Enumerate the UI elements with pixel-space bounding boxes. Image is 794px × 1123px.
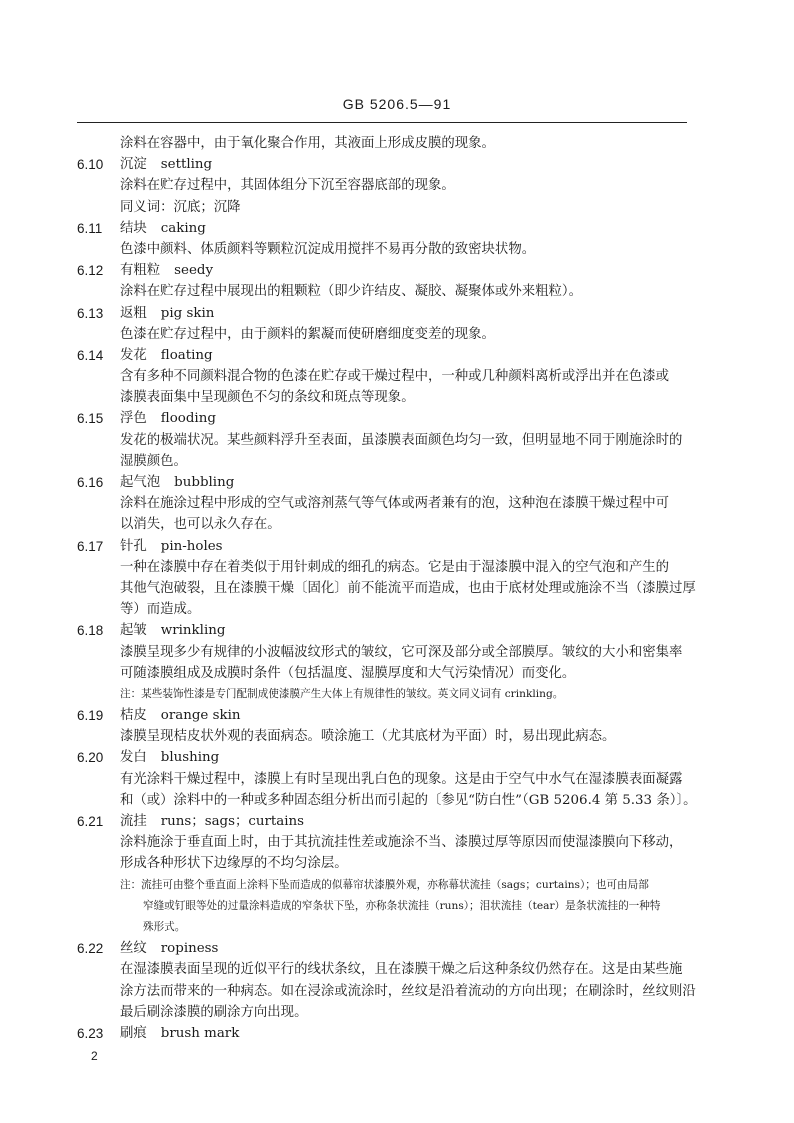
term-english: runs；sags；curtains [160, 814, 305, 829]
definition-text: 涂方法而带来的一种病态。如在浸涂或流涂时，丝纹是沿着流动的方向出现；在刷涂时，丝纹则沿 [120, 983, 696, 999]
term-heading [0, 938, 794, 959]
term [120, 1023, 239, 1044]
term [120, 472, 234, 493]
term-english: brush mark [160, 1025, 240, 1041]
term-heading [0, 620, 794, 641]
term-heading [0, 705, 794, 726]
term-heading [0, 303, 794, 324]
definition-line [0, 430, 794, 451]
term-heading [0, 747, 794, 768]
clause-number: 6.13 [77, 305, 104, 321]
term-chinese: 沉淀 [120, 157, 147, 173]
clause-number: 6.23 [77, 1025, 104, 1041]
note-line [0, 896, 794, 917]
clause-number: 6.17 [77, 538, 104, 554]
definition-line [0, 514, 794, 535]
definition-text: 色漆中颜料、体质颜料等颗粒沉淀成用搅拌不易再分散的致密块状物。 [120, 241, 536, 257]
term-chinese: 返粗 [120, 305, 147, 321]
definition-text: 涂料在贮存过程中，其固体组分下沉至容器底部的现象。 [120, 178, 455, 194]
definition-line [0, 726, 794, 747]
term [120, 620, 225, 641]
term-english: pin-holes [160, 538, 223, 554]
term-english: pig skin [160, 305, 215, 321]
definition-line [0, 578, 794, 599]
term-heading [0, 472, 794, 493]
term [120, 536, 223, 557]
note-text: 殊形式。 [143, 920, 186, 933]
definition-text: 其他气泡破裂，且在漆膜干燥〔固化〕前不能流平而造成，也由于底材处理或施涂不当（漆膜过厚 [120, 580, 696, 596]
term-heading [0, 218, 794, 239]
definition-line [0, 281, 794, 302]
term-english: caking [160, 220, 206, 236]
term-english: settling [160, 157, 213, 173]
term-heading [0, 536, 794, 557]
term [120, 747, 219, 768]
intro-text: 涂料在容器中，由于氧化聚合作用，其液面上形成皮膜的现象。 [120, 136, 495, 151]
term [120, 260, 213, 281]
term-english: orange skin [160, 708, 241, 724]
definition-line [0, 663, 794, 684]
clause-number: 6.19 [77, 708, 104, 724]
definition-text: 漆膜呈现桔皮状外观的表面病态。喷涂施工（尤其底材为平面）时，易出现此病态。 [120, 729, 616, 745]
definition-line [0, 557, 794, 578]
definition-line [0, 790, 794, 811]
term [120, 811, 304, 832]
clause-number: 6.18 [77, 623, 104, 639]
note-line [0, 875, 794, 896]
definition-line [0, 197, 794, 218]
definition-line [0, 239, 794, 260]
definition-text: 同义词：沉底；沉降 [120, 199, 241, 215]
note-text: 窄缝或钉眼等处的过量涂料造成的窄条状下坠，亦称条状流挂（runs）；泪状流挂（tear）是条状流挂的一种特 [143, 899, 661, 912]
definition-text: 以消失，也可以永久存在。 [120, 517, 281, 533]
term-heading [0, 408, 794, 429]
definition-text: 等）而造成。 [120, 602, 201, 618]
definition-text: 发花的极端状况。某些颜料浮升至表面，虽漆膜表面颜色均匀一致，但明显地不同于刚施涂时的 [120, 432, 683, 448]
note-text: 注：流挂可由整个垂直面上涂料下坠而造成的似幕帘状漆膜外观，亦称幕状流挂（sags；curtains）；也可由局部 [120, 878, 649, 891]
page-header: GB 5206.5—91 [342, 96, 452, 112]
note-line [0, 917, 794, 938]
definition-line [0, 175, 794, 196]
definition-line [0, 366, 794, 387]
definition-line [0, 832, 794, 853]
clause-number: 6.20 [77, 750, 104, 766]
term-english: floating [160, 347, 213, 363]
term-chinese: 起气泡 [120, 475, 161, 490]
term-english: blushing [160, 750, 220, 766]
term-chinese: 丝纹 [120, 941, 147, 957]
definition-text: 在湿漆膜表面呈现的近似平行的线状条纹，且在漆膜干燥之后这种条纹仍然存在。这是由某些施 [120, 962, 683, 978]
term-heading [0, 260, 794, 281]
term-heading [0, 1023, 794, 1044]
term-heading [0, 154, 794, 175]
definition-line [0, 853, 794, 874]
definition-text: 漆膜表面集中呈现颜色不匀的条纹和斑点等现象。 [120, 390, 415, 406]
clause-number: 6.16 [77, 475, 104, 490]
clause-number: 6.22 [77, 941, 104, 957]
clause-number: 6.12 [77, 263, 104, 279]
definition-text: 和（或）涂料中的一种或多种固态组分析出而引起的〔参见“防白性”（GB 5206.4 第 5.33 条）〕。 [120, 792, 697, 808]
term-english: bubbling [174, 475, 235, 490]
term-chinese: 起皱 [120, 623, 147, 639]
term [120, 345, 213, 366]
definition-line [0, 599, 794, 620]
term-chinese: 浮色 [120, 411, 147, 427]
definition-text: 含有多种不同颜料混合物的色漆在贮存或干燥过程中，一种或几种颜料离析或浮出并在色漆或 [120, 369, 670, 385]
clause-number: 6.11 [77, 220, 103, 236]
term-chinese: 刷痕 [120, 1025, 147, 1041]
term-chinese: 针孔 [120, 538, 147, 554]
term [120, 705, 241, 726]
definition-text: 色漆在贮存过程中，由于颜料的絮凝而使研磨细度变差的现象。 [120, 326, 495, 342]
clause-number: 6.14 [77, 347, 104, 363]
definition-line [0, 1002, 794, 1023]
definition-line [0, 642, 794, 663]
definition-line [0, 493, 794, 514]
definition-line [0, 324, 794, 345]
definition-line [0, 451, 794, 472]
definition-line [0, 769, 794, 790]
term-english: ropiness [160, 941, 219, 957]
definition-text: 可随漆膜组成及成膜时条件（包括温度、湿膜厚度和大气污染情况）而变化。 [120, 665, 576, 681]
header-rule [77, 122, 687, 123]
definition-text: 有光涂料干燥过程中，漆膜上有时呈现出乳白色的现象。这是由于空气中水气在湿漆膜表面凝露 [120, 771, 683, 787]
intro-line [0, 133, 794, 154]
term [120, 154, 212, 175]
clause-number: 6.10 [77, 157, 104, 173]
definition-line [0, 981, 794, 1002]
definition-text: 涂料施涂于垂直面上时，由于其抗流挂性差或施涂不当、漆膜过厚等原因而使湿漆膜向下移动， [120, 835, 683, 851]
document-body [0, 133, 794, 1044]
term [120, 303, 214, 324]
term-english: seedy [174, 263, 214, 279]
term-chinese: 发花 [120, 347, 147, 363]
definition-text: 涂料在贮存过程中展现出的粗颗粒（即少许结皮、凝胶、凝聚体或外来粗粒）。 [120, 284, 582, 300]
term [120, 218, 206, 239]
definition-text: 涂料在施涂过程中形成的空气或溶剂蒸气等气体或两者兼有的泡，这种泡在漆膜干燥过程中可 [120, 496, 670, 512]
note-text: 注：某些装饰性漆是专门配制成使漆膜产生大体上有规律性的皱纹。英文同义词有 crinkling。 [120, 687, 564, 700]
clause-number: 6.15 [77, 411, 104, 427]
definition-text: 一种在漆膜中存在着类似于用针刺成的细孔的病态。它是由于湿漆膜中混入的空气泡和产生的 [120, 559, 670, 575]
definition-text: 漆膜呈现多少有规律的小波幅波纹形式的皱纹，它可深及部分或全部膜厚。皱纹的大小和密集率 [120, 644, 683, 660]
term-chinese: 有粗粒 [120, 263, 161, 279]
definition-text: 最后刷涂漆膜的刷涂方向出现。 [120, 1004, 308, 1020]
definition-text: 形成各种形状下边缘厚的不均匀涂层。 [120, 856, 348, 872]
note-line [0, 684, 794, 705]
page-number: 2 [91, 1049, 98, 1063]
term-chinese: 结块 [120, 220, 147, 236]
term [120, 938, 218, 959]
term-chinese: 发白 [120, 750, 147, 766]
definition-line [0, 959, 794, 980]
term-heading [0, 345, 794, 366]
term-english: wrinkling [160, 623, 226, 639]
term-heading [0, 811, 794, 832]
term-english: flooding [160, 411, 216, 427]
definition-text: 湿膜颜色。 [120, 453, 187, 469]
definition-line [0, 387, 794, 408]
term-chinese: 流挂 [120, 814, 147, 829]
clause-number: 6.21 [77, 814, 104, 829]
term-chinese: 桔皮 [120, 708, 147, 724]
term [120, 408, 216, 429]
